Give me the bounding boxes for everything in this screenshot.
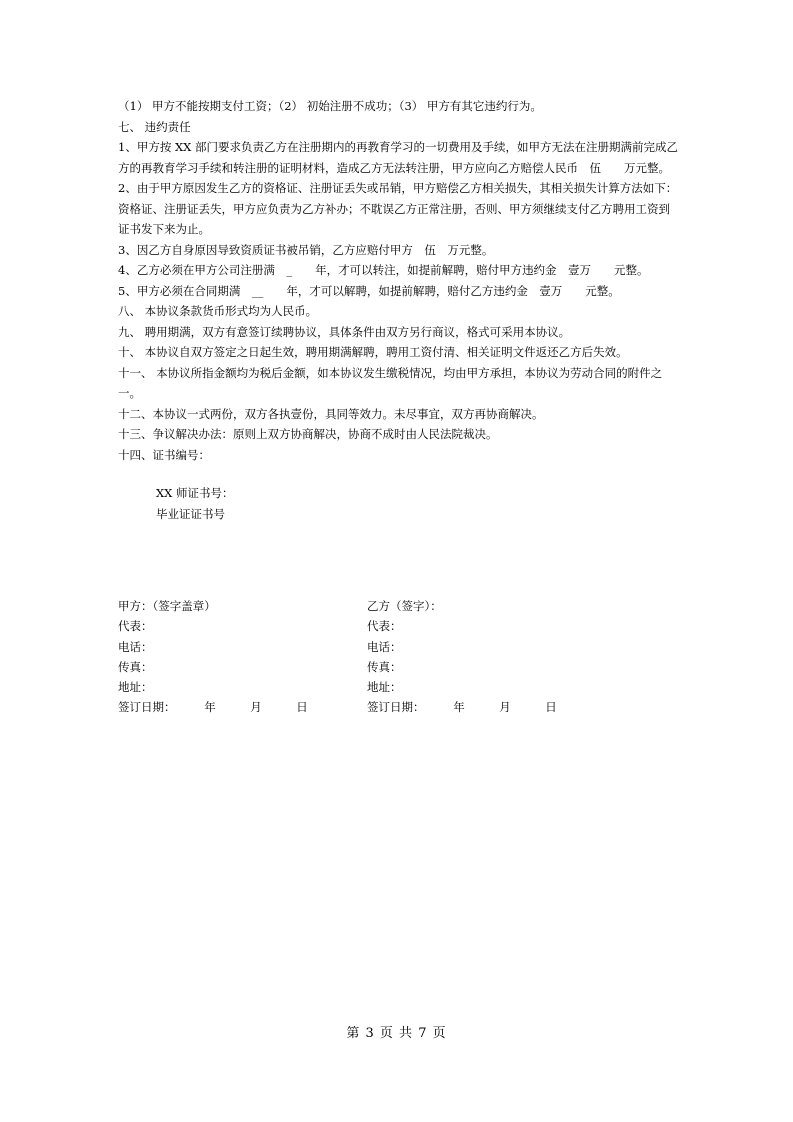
signature-heading-row	[118, 596, 678, 616]
section-11: 十一、 本协议所指金额均为税后金额，如本协议发生缴税情况，均由甲方承担，本协议为劳动合同的附件之一。	[118, 365, 663, 400]
page-number-footer: 第 3 页 共 7 页	[346, 1026, 447, 1041]
representative-row	[118, 616, 678, 636]
clause-7-4: 4、乙方必须在甲方公司注册满 _ 年，才可以转注，如提前解聘，赔付甲方违约金 壹万 元整。	[118, 263, 649, 277]
party-a-phone: 电话：	[118, 639, 153, 654]
section-8: 八、 本协议条款货币形式均为人民币。	[118, 304, 318, 318]
section-7-heading: 七、 违约责任	[118, 119, 191, 134]
graduation-certificate-number: 毕业证证书号	[156, 506, 225, 521]
section-9: 九、 聘用期满，双方有意签订续聘协议，具体条件由双方另行商议，格式可采用本协议。	[118, 324, 571, 339]
phone-row	[118, 637, 678, 657]
clause-7-3: 3、因乙方自身原因导致资质证书被吊销，乙方应赔付甲方 伍 万元整。	[118, 242, 494, 257]
party-b-heading: 乙方（签字）：	[367, 599, 442, 613]
party-a-address: 地址：	[118, 680, 153, 695]
contract-body	[118, 96, 680, 524]
party-a-representative: 代表：	[118, 619, 153, 634]
party-a-signing-date: 签订日期： 年 月 日	[118, 700, 308, 715]
party-b-representative: 代表：	[367, 619, 402, 634]
party-a-heading: 甲方：（签字盖章）	[118, 599, 216, 613]
party-b-phone: 电话：	[367, 639, 402, 654]
party-a-fax: 传真：	[118, 659, 153, 674]
clause-7-1: 1、甲方按 XX 部门要求负责乙方在注册期内的再教育学习的一切费用及手续，如甲方无法在注册期满前完成乙方的再教育学习手续和转注册的证明材料，造成乙方无法转注册，甲方应向乙方赔偿人民币 伍 万元整。	[118, 140, 678, 175]
party-b-fax: 传真：	[367, 659, 402, 674]
section-12: 十二、本协议一式两份，双方各执壹份，具同等效力。未尽事宜，双方再协商解决。	[118, 406, 544, 421]
fax-row	[118, 657, 678, 677]
address-row	[118, 677, 678, 697]
clause-7-5: 5、甲方必须在合同期满 __ 年，才可以解聘，如提前解聘，赔付乙方违约金 壹万 元整。	[118, 283, 620, 298]
section-10: 十、 本协议自双方签定之日起生效，聘用期满解聘，聘用工资付清、相关证明文件返还乙方后失效。	[118, 345, 628, 359]
teacher-certificate-number: XX 师证书号：	[156, 486, 234, 500]
clause-7-2: 2、由于甲方原因发生乙方的资格证、注册证丢失或吊销，甲方赔偿乙方相关损失，其相关损失计算方法如下：资格证、注册证丢失，甲方应负责为乙方补办；不耽误乙方正常注册，否则、甲方须继续支付乙方聘用工资到证书发下来为止。	[118, 181, 678, 236]
section-14-heading: 十四、证书编号：	[118, 447, 210, 462]
party-b-signing-date: 签订日期： 年 月 日	[367, 700, 557, 715]
breach-conditions-line: （1） 甲方不能按期支付工资；（2） 初始注册不成功；（3） 甲方有其它违约行为。	[118, 99, 542, 113]
signing-date-row	[118, 697, 678, 717]
section-13: 十三、争议解决办法：原则上双方协商解决，协商不成时由人民法院裁决。	[118, 427, 498, 441]
signature-block	[118, 596, 678, 718]
party-b-address: 地址：	[367, 680, 402, 695]
certificate-numbers	[156, 483, 680, 524]
